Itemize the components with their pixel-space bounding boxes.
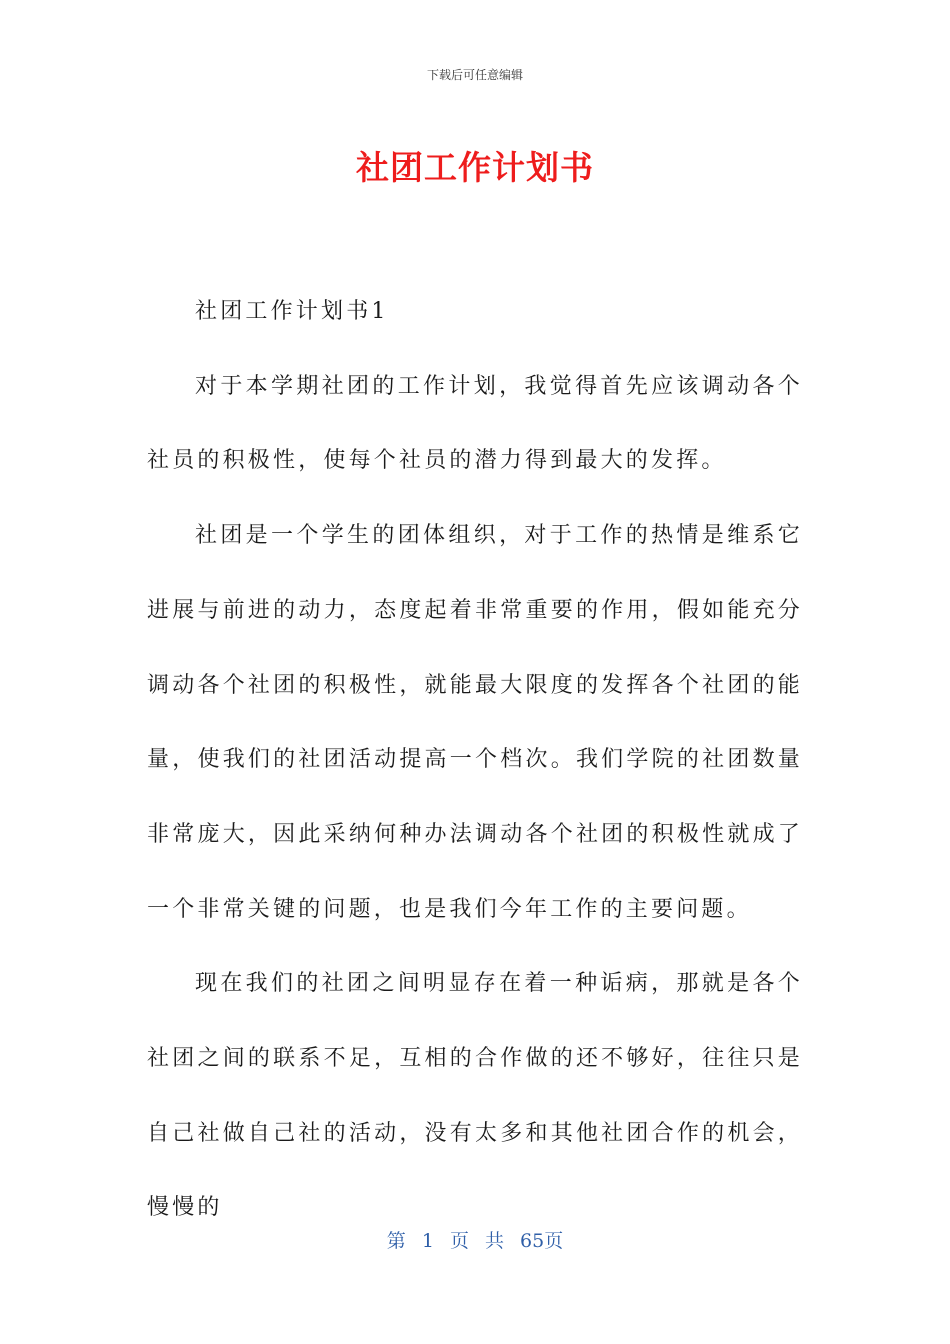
body-paragraph-1: 对于本学期社团的工作计划，我觉得首先应该调动各个社员的积极性，使每个社员的潜力得到最大的发挥。 xyxy=(147,373,803,474)
document-body xyxy=(147,275,803,1246)
page-number-footer: 第 1 页 共 65页 xyxy=(386,1230,564,1252)
section-heading: 社团工作计划书1 xyxy=(195,299,389,324)
body-paragraph-3: 现在我们的社团之间明显存在着一种诟病，那就是各个社团之间的联系不足，互相的合作做的还不够好，往往只是自己社做自己社的活动，没有太多和其他社团合作的机会，慢慢的 xyxy=(147,971,803,1221)
body-paragraph-2: 社团是一个学生的团体组织，对于工作的热情是维系它进展与前进的动力，态度起着非常重要的作用，假如能充分调动各个社团的积极性，就能最大限度的发挥各个社团的能量，使我们的社团活动提高一个档次。我们学院的社团数量非常庞大，因此采纳何种办法调动各个社团的积极性就成了一个非常关键的问题，也是我们今年工作的主要问题。 xyxy=(147,523,803,922)
document-title: 社团工作计划书 xyxy=(356,148,594,187)
header-note: 下载后可任意编辑 xyxy=(426,68,523,82)
